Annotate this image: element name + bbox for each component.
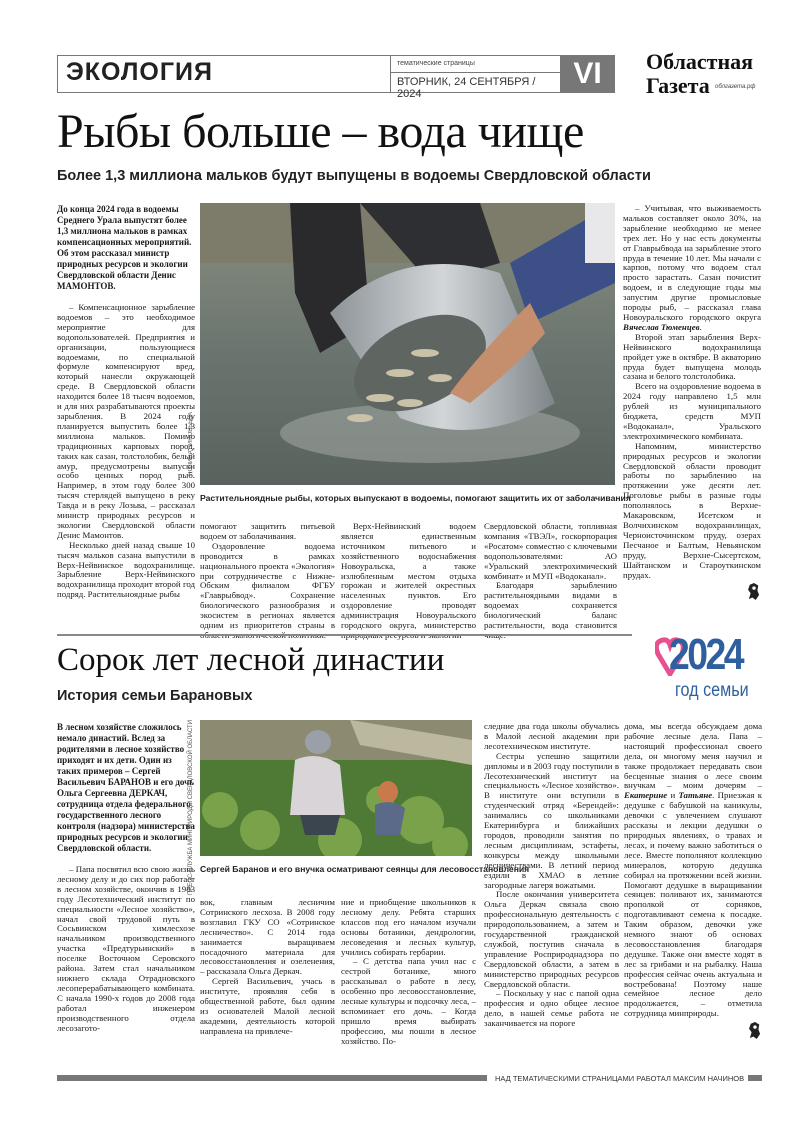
article1-photo-caption: Растительноядные рыбы, которых выпускают в водоемы, помогают защитить их от заболачивания <box>200 493 631 503</box>
newspaper-logo-line1: Областная <box>646 49 754 74</box>
article1-title: Рыбы больше – вода чище <box>57 105 584 158</box>
paragraph: – Поскольку у нас с папой одна профессия и одно общее лесное дело, в нашей семье работа не заканчивается на пороге <box>484 988 619 1029</box>
page-number: VI <box>560 55 615 93</box>
article2-column-2 <box>200 898 335 1037</box>
article1-lead: До конца 2024 года в водоемы Среднего Урала выпустят более 1,3 миллиона мальков в рамках компенсационных мероприятий. Об этом рассказал министр природных ресурсов и экологии Свердловской области Денис МАМОНТОВ. <box>57 204 192 291</box>
paragraph: Оздоровление водоема проводится в рамках национального проекта «Экология» при сотрудничестве с Нижне-Обским филиалом ФГБУ «Главрыбвод». Сохранение биологического разнообразия и экосистем в регионах является одним из приоритетов страны в <box>200 540 335 631</box>
article-divider <box>57 634 632 636</box>
year-text: год семьи <box>675 680 749 701</box>
footer-credit: НАД ТЕМАТИЧЕСКИМИ СТРАНИЦАМИ РАБОТАЛ МАКСИМ НАЧИНОВ <box>495 1074 745 1083</box>
name-tatiana: Татьяне <box>678 790 713 801</box>
article2-lead: В лесном хозяйстве сложилось немало династий. Вслед за родителями в лесное хозяйство приходят и их дети. Один из таких примеров – Сергей Васильевич БАРАНОВ и его дочь Ольга Сергеевна ДЕРКАЧ, сотрудница отдела федерального государственного лесного контроля (надзора) министерства природных ресурсов и экологии Свердловской области. <box>57 722 195 853</box>
section-note: тематические страницы <box>391 55 560 73</box>
article2-photo <box>200 720 472 856</box>
year-of-family-logo <box>655 632 765 707</box>
article2-photo-caption: Сергей Баранов и его внучка осматривают сеянцы для лесовосстановления <box>200 864 530 874</box>
newspaper-site: облгазета.рф <box>715 84 756 90</box>
quote-text: – Учитывая, что выживаемость мальков составляет около 30%, на зарыбление необходимо не менее трех лет. Но у нас есть документы от Главрыбвода на зарыбление этого пруда в течение 10 лет. Мы начали с карпов, потому что водоем стал просто зарастать. Сазан почистит водоем, и в следующие годы мы запустим другие промысловые породы рыб, – рассказал глава Новоуральского городского округа <box>623 203 761 322</box>
paragraph: – С детства папа учил нас с сестрой ботанике, много рассказывал о работе в лесу, особенно про лесовосстановление, лесные культуры и подсочку леса, – вспоминает его дочь. – Когда пришло время выбирать профессию, мы пошли в лесное хозяйство. По- <box>341 956 476 1046</box>
paragraph: После окончания университета Ольга Деркач связала свою профессиональную деятельность с природопользованием, а затем и государственной гражданской службой, поступив сначала в управление Росприроднадзора по Свердловской области, а затем в министерство природных ресурсов Свердловской области. <box>484 889 619 989</box>
article1-photo <box>200 203 615 485</box>
seedlings-photo <box>200 720 472 856</box>
article1-column-2 <box>200 522 335 641</box>
paragraph: – Папа посвятил всю свою жизнь лесному делу и до сих пор работает в лесном хозяйстве, окончив в 1983 году Лесотехнический институт по специальности «Лесное хозяйство», начал свой трудовой путь в Сосьвинском химлесхозе начальником производственного участка «Предтурьинский» в поселке Восточном Серовского района. Затем стал начальником нижнего склада Отрадновского лесоперерабатывающего комбината. С начала 1990-х годов до 2008 года работал инженером производственного отдела лесозагото- <box>57 864 195 1033</box>
article2-column-3 <box>341 898 476 1047</box>
paragraph: помогают защитить питьевой водоем от заболачивания. <box>200 521 335 541</box>
newspaper-logo-line2: Газета <box>646 73 710 98</box>
footer-bar <box>57 1075 487 1081</box>
section-rubric: ЭКОЛОГИЯ <box>66 58 213 86</box>
paragraph <box>624 722 762 1019</box>
article2-title: Сорок лет лесной династии <box>57 642 445 678</box>
footer-bar-end <box>748 1075 762 1081</box>
article2-column-5 <box>624 722 762 1039</box>
text-segment: и <box>667 790 679 801</box>
quote-end: . <box>699 321 702 332</box>
paragraph: вок, главным лесничим Сотринского лесхоза. В 2008 году возглавил ГКУ СО «Сотринское лесничество». С 2014 года занимается выращиваем посадочного материала для лесовосстановления и озеленения, – рассказала Ольга Деркач. <box>200 897 335 977</box>
paragraph: – Компенсационное зарыбление водоемов – это необходимое мероприятие для водопользователей. Предприятия и организации, пользующиеся водоемами, по специальной формуле компенсируют вред, который нанесли окружающей среде. В Свердловской области находится более 18 тысяч водоемов, и для них разрабатываются проекты зарыбления. В 2024 году планируется выпустить более 1,3 миллиона мальков. Помимо традиционных карповых пород, таких как сазан, толстолобик, белый амур, предусмотрены выпуски особо ценных пород рыб. Например, в этом году более 300 тысяч стерлядей выпущено в реку Тавда и в реку Лозьва, – рассказал министр природных ресурсов и экологии Свердловской области Денис Мамонтов. <box>57 302 195 540</box>
article1-column-1 <box>57 204 195 600</box>
paragraph: Сестры успешно защитили дипломы и в 2003 году поступили в Лесотехнический институт на специальность «Лесное хозяйство». В институте они вступили в студенческий отряд «Берендей»: занимались со школьниками Екатеринбурга и ближайших городов, проводили занятия по лесным дисциплинам, эстафеты, конкурсы между школьными лесничествами. В летний период ездили в ХМАО в летние загородные лагеря вожатыми. <box>484 750 619 890</box>
paragraph: Сергей Васильевич, учась в институте, проявляя себя в общественной работе, был одним из основателей Малой лесной академии, деятельность которой направлена на привлече- <box>200 976 335 1036</box>
coat-of-arms-icon <box>623 583 761 600</box>
article2-column-4 <box>484 722 619 1029</box>
quote-paragraph <box>623 204 761 333</box>
fish-release-photo <box>200 203 615 485</box>
issue-date: ВТОРНИК, 24 СЕНТЯБРЯ / 2024 <box>397 76 536 100</box>
paragraph: ние и приобщение школьников к лесному делу. Ребята старших классов под его началом изучали основы ботаники, дендрологии, лесоведения и лесных культур, учились собирать гербарии. <box>341 897 476 957</box>
paragraph: Свердловской области, топливная компания «ТВЭЛ», госкорпорация «Росатом» совместно с ключевыми водопользователями: АО «Уральский электрохимический комбинат» и МУП «Водоканал». <box>484 521 617 581</box>
article1-column-5 <box>623 204 761 600</box>
article1-column-4 <box>484 522 617 641</box>
article2-photo-credit: ПРЕСС-СЛУЖБА МИНПРИРОДЫ СВЕРДЛОВСКОЙ ОБЛАСТИ <box>188 720 194 895</box>
paragraph: Несколько дней назад свыше 10 тысяч мальков сазана выпустили в Верх-Нейвинское водохранилище. Зарыбление Верх-Нейвинского водохранилища проходит второй год подряд. Растительноядные рыбы <box>57 539 195 600</box>
article1-subtitle: Более 1,3 миллиона мальков будут выпущены в водоемы Свердловской области <box>57 168 651 184</box>
paragraph: Второй этап зарыбления Верх-Нейвинского водохранилища пройдет уже в октябре. В акваторию пруда будет выпущена молодь сазана и белого толстолобика. <box>623 331 761 382</box>
paragraph: Благодаря зарыблению растительноядными видами в водоемах сохраняется биологический баланс растительности, вода становится <box>484 580 617 631</box>
year-number: 2024 <box>669 630 743 679</box>
article2-column-1 <box>57 722 195 1033</box>
quoted-person: Вячеслав Тюменцев <box>623 321 700 332</box>
header-info-box <box>390 55 560 100</box>
name-ekaterina: Екатерине <box>624 790 668 801</box>
text-segment: . Приезжая к дедушке с бабушкой на каникулы, девочки с увлечением слушают рассказы и лекции дедушки о природных явлениях, о травах и лесах, и почему важно заботиться о лесе. Вместе пополняют коллекцию минералов, которую дедушка собирал на протяжении всей жизни. Помогают дедушке в выращивании сеянцев: поливают их, занимаются прополкой от сорняков, подготавливают семена к посадке. Таким образом, девочки уже немного знают об основах лесовосстановления благодаря дедушке. Также они вместе ходят в лес за грибами и на рыбалку. Наша профессия сейчас очень актуальна и востребована! Поэтому наше семейное лесное дело продолжается, – отметила сотрудница минприроды. <box>624 790 762 1019</box>
paragraph: Напомним, министерство природных ресурсов и экологии Свердловской области проводит работы по зарыблению на протяжении уже десяти лет. Поголовье рыбы в разные годы пополнялось в Верхне-Макаровском, Исетском и Волчихинском водохранилищах, Черноисточинском пруду, озерах Песчаное и Балтым, Невьянском пруду, Верхне-Сысертском, Шайтанском и Староуткинском прудах. <box>623 440 761 580</box>
coat-of-arms-icon <box>624 1022 762 1039</box>
paragraph: следние два года школы обучались в Малой лесной академии при лесотехническом институте. <box>484 721 619 751</box>
article1-photo-credit: ПОЛИНА ЗИНОВЬЕВА <box>188 412 194 476</box>
paragraph: Верх-Нейвинский водоем является единственным источником питьевого и хозяйственного водоснабжения Новоуральска, а также излюбленным местом отдыха горожан и жителей окрестных населенных пунктов. Его оздоровление проводят администрация Новоуральского городского округа, министерство <box>341 521 476 631</box>
paragraph: Всего на оздоровление водоема в 2024 году направлено 1,5 млн рублей из муниципального бюджета, средств МУП «Водоканал», Уральского электрохимического комбината. <box>623 381 761 441</box>
article1-column-3 <box>341 522 476 641</box>
text-segment: дома, мы всегда обсуждаем дома рабочие лесные дела. Папа – настоящий профессионал своего дела, он многому меня научил и также продолжает передавать свои бесценные знания о лесе своим внучкам – моим дочерям – <box>624 721 762 791</box>
article2-subtitle: История семьи Барановых <box>57 688 253 704</box>
